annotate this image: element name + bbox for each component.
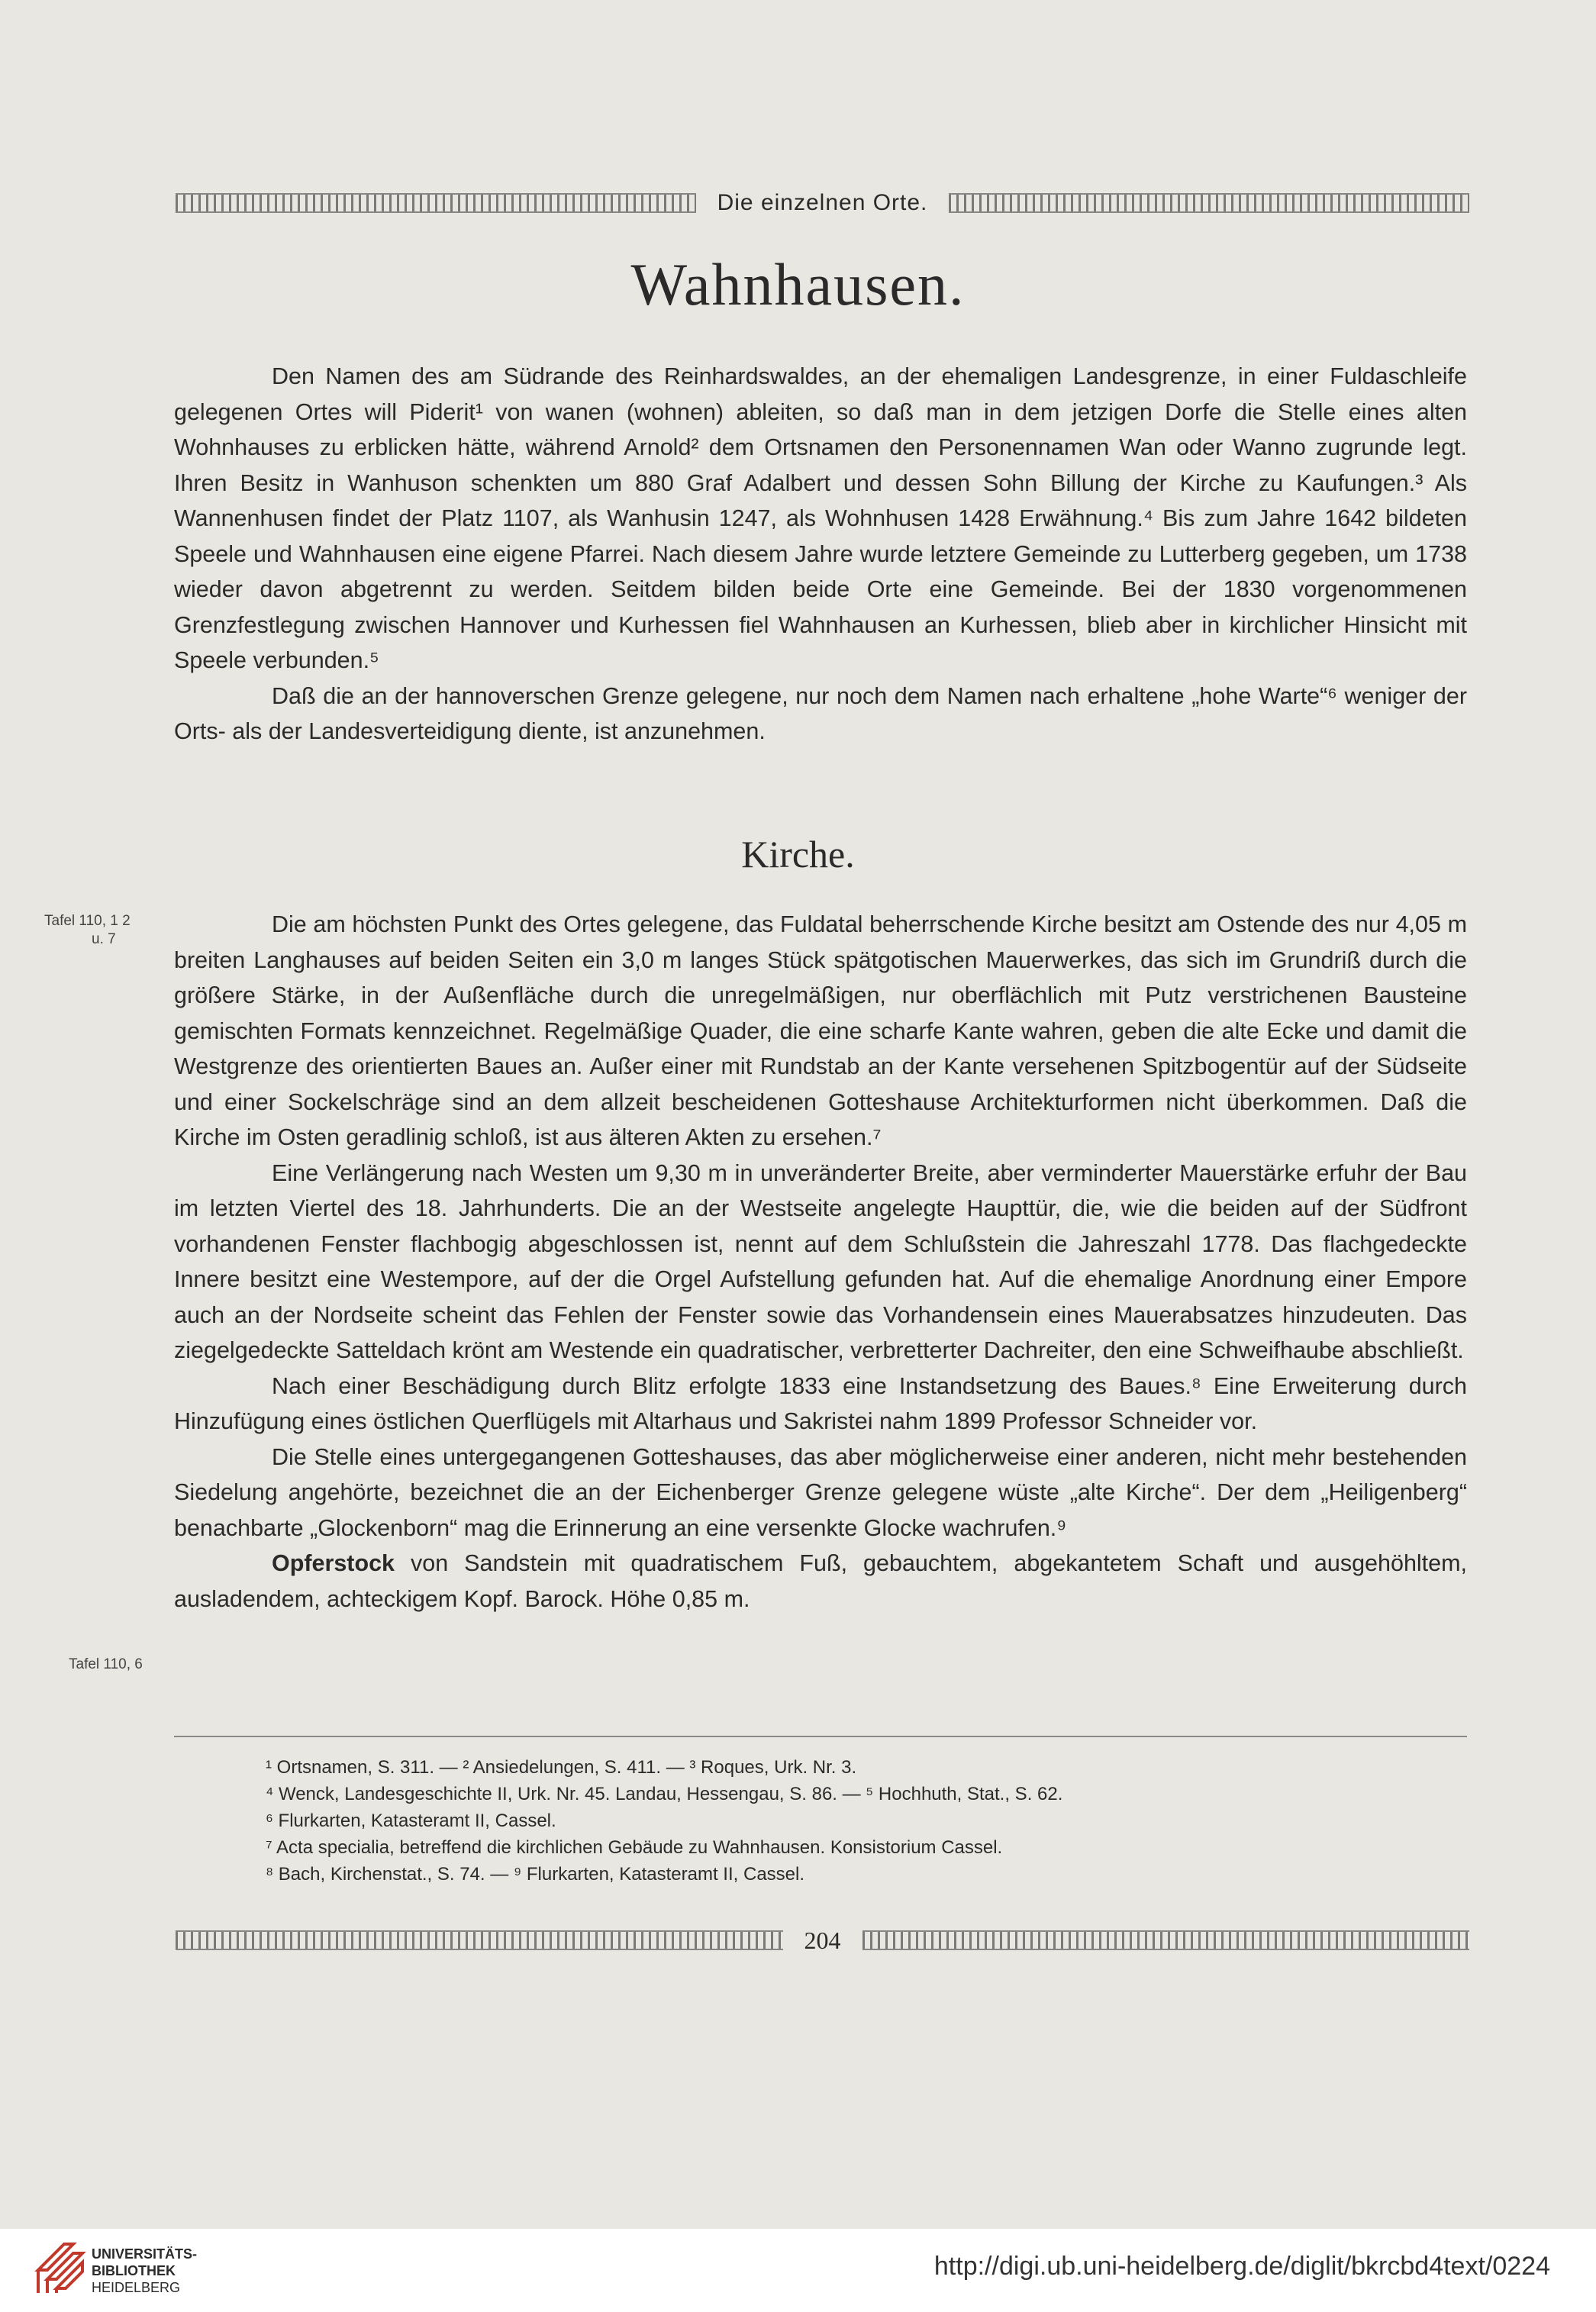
- margin-note-tafel-1: Tafel 110, 1 2: [44, 913, 131, 929]
- ornament-left: [176, 1930, 783, 1950]
- running-footer: [176, 1923, 1469, 1957]
- opferstock-keyword: Opferstock: [272, 1550, 395, 1576]
- library-name-line-3: HEIDELBERG: [92, 2280, 181, 2295]
- library-name: [92, 2246, 197, 2296]
- ornament-left: [176, 193, 696, 213]
- margin-note-tafel-2: Tafel 110, 6: [69, 1656, 143, 1672]
- running-header: [176, 186, 1469, 220]
- page-title: Wahnhausen.: [630, 251, 966, 318]
- margin-note-tafel-1b: u. 7: [92, 931, 116, 947]
- footnote-line: ⁷ Acta specialia, betreffend die kirchlichen Gebäude zu Wahnhausen. Konsistorium Cassel.: [266, 1837, 1003, 1858]
- opferstock-text: von Sandstein mit quadratischem Fuß, gebauchtem, abgekantetem Schaft und ausgehöhltem, ausladendem, achteckigem Kopf. Barock. Höhe 0,85 m.: [174, 1550, 1467, 1612]
- intro-text: [174, 359, 1467, 750]
- source-url-link[interactable]: http://digi.ub.uni-heidelberg.de/diglit/bkrcbd4text/0224: [933, 2252, 1550, 2281]
- opferstock-paragraph: [174, 1546, 1467, 1617]
- footnote-line: ¹ Ortsnamen, S. 311. — ² Ansiedelungen, S. 411. — ³ Roques, Urk. Nr. 3.: [266, 1757, 857, 1778]
- footnotes: [266, 1754, 1411, 1888]
- kirche-paragraph-3: Nach einer Beschädigung durch Blitz erfolgte 1833 eine Instandsetzung des Baues.⁸ Eine Erweiterung durch Hinzufügung eines östlichen Querflügels mit Altarhaus und Sakristei nahm 1899 Professor Schneider vor.: [174, 1372, 1467, 1434]
- footnote-line: ⁴ Wenck, Landesgeschichte II, Urk. Nr. 45. Landau, Hessengau, S. 86. — ⁵ Hochhuth, Stat., S. 62.: [266, 1784, 1063, 1804]
- library-name-line-1: UNIVERSITÄTS-: [92, 2246, 198, 2262]
- intro-paragraph-2: Daß die an der hannoverschen Grenze gelegene, nur noch dem Namen nach erhaltene „hohe Warte“⁶ weniger der Orts- als der Landesverteidigung diente, ist anzunehmen.: [174, 682, 1467, 744]
- footnote-line: ⁶ Flurkarten, Katasteramt II, Cassel.: [266, 1811, 556, 1831]
- library-name-line-2: BIBLIOTHEK: [92, 2263, 176, 2278]
- footnote-rule: [174, 1736, 1467, 1737]
- kirche-paragraph-1: Die am höchsten Punkt des Ortes gelegene, das Fuldatal beherrschende Kirche besitzt am Ostende des nur 4,05 m breiten Langhauses auf beiden Seiten ein 3,0 m langes Stück spätgotischen Mauerwerkes, das sich im Grundriß durch die größere Stärke, in der Außenfläche durch die unregelmäßigen, nur oberflächlich mit Putz verstrichenen Bausteine gemischten Formats kennzeichnet. Regelmäßige Quader, die eine scharfe Kante wahren, geben die alte Ecke und damit die Westgrenze des orientierten Baues an. Außer einer mit Rundstab an der Kante versehenen Spitzbogentür auf der Südseite und einer Sockelschräge sind an dem allzeit bescheidenen Gotteshause Architekturformen nicht überkommen. Daß die Kirche im Osten geradlinig schloß, ist aus älteren Akten zu ersehen.⁷: [174, 911, 1467, 1150]
- page-number: 204: [804, 1926, 841, 1954]
- intro-paragraph-1: Den Namen des am Südrande des Reinhardswaldes, an der ehemaligen Landesgrenze, in einer Fuldaschleife gelegenen Ortes will Piderit¹ von wanen (wohnen) ableiten, so daß man in dem jetzigen Dorfe die Stelle eines alten Wohnhauses zu erblicken hätte, während Arnold² dem Ortsnamen den Personennamen Wan oder Wanno zugrunde legt. Ihren Besitz in Wanhuson schenkten um 880 Graf Adalbert und dessen Sohn Billung der Kirche zu Kaufungen.³ Als Wannenhusen findet der Platz 1107, als Wanhusin 1247, als Wohnhusen 1428 Erwähnung.⁴ Bis zum Jahre 1642 bildeten Speele und Wahnhausen eine eigene Pfarrei. Nach diesem Jahre wurde letztere Gemeinde zu Lutterberg gegeben, um 1738 wieder davon abgetrennt zu werden. Seitdem bilden beide Orte eine Gemeinde. Bei der 1830 vorgenommenen Grenzfestlegung zwischen Hannover und Kurhessen fiel Wahnhausen an Kurhessen, blieb aber in kirchlicher Hinsicht mit Speele verbunden.⁵: [174, 363, 1467, 673]
- section-title: Kirche.: [741, 833, 855, 875]
- ornament-right: [949, 193, 1469, 213]
- library-logo-icon: [34, 2239, 90, 2296]
- kirche-paragraph-2: Eine Verlängerung nach Westen um 9,30 m in unveränderter Breite, aber verminderter Mauerstärke erfuhr der Bau im letzten Viertel des 18. Jahrhunderts. Die an der Westseite angelegte Haupttür, die, wie die beiden auf der Südfront vorhandenen Fenster flachbogig abgeschlossen ist, nennt auf dem Schlußstein die Jahreszahl 1778. Das flachgedeckte Innere besitzt eine Westempore, auf der die Orgel Aufstellung gefunden hat. Auf die ehemalige Anordnung einer Empore auch an der Nordseite scheint das Fehlen der Fenster sowie das Vorhandensein eines Mauerabsatzes hinzudeuten. Das ziegelgedeckte Satteldach krönt am Westende ein quadratischer, verbretterter Dachreiter, den eine Schweifhaube abschließt.: [174, 1159, 1467, 1363]
- footnote-line: ⁸ Bach, Kirchenstat., S. 74. — ⁹ Flurkarten, Katasteramt II, Cassel.: [266, 1864, 805, 1885]
- ornament-right: [862, 1930, 1470, 1950]
- kirche-paragraph-4: Die Stelle eines untergegangenen Gotteshauses, das aber möglicherweise einer anderen, nicht mehr bestehenden Siedelung angehörte, bezeichnet die an der Eichenberger Grenze gelegene wüste „alte Kirche“. Der dem „Heiligenberg“ benachbarte „Glockenborn“ mag die Erinnerung an eine versenkte Glocke wachrufen.⁹: [174, 1443, 1467, 1541]
- running-header-text: Die einzelnen Orte.: [717, 190, 928, 215]
- kirche-text: [174, 907, 1467, 1617]
